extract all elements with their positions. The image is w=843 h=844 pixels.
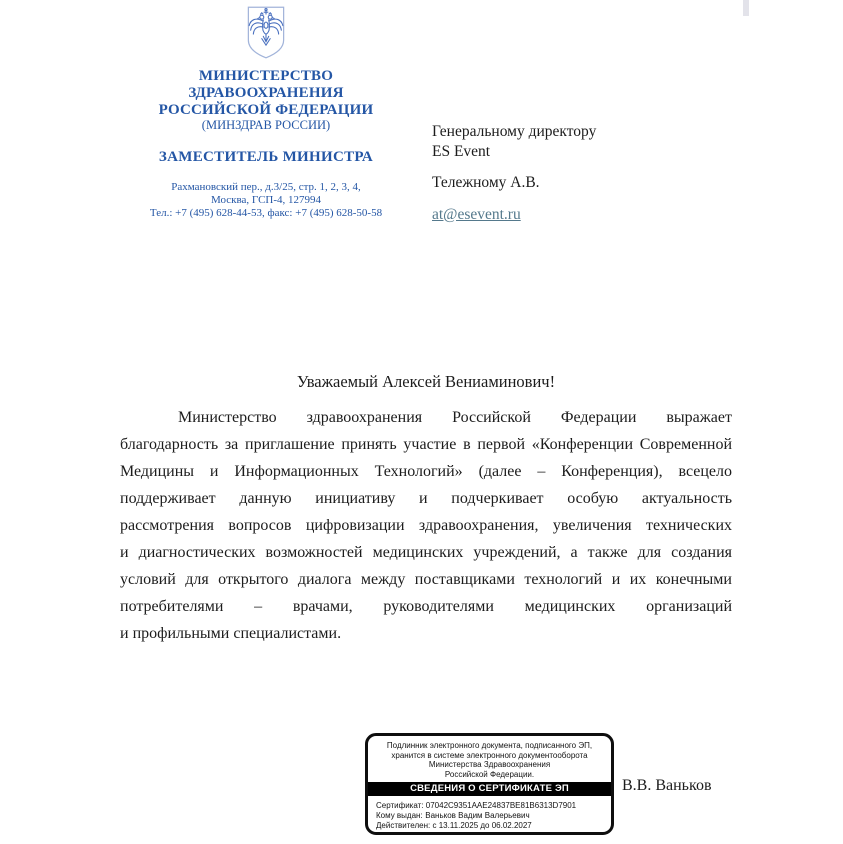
ministry-name-line: РОССИЙСКОЙ ФЕДЕРАЦИИ	[158, 101, 374, 118]
body-line: рассмотрения вопросов цифровизации здравоохранения, увеличения технических	[120, 517, 732, 534]
signer-name: В.В. Ваньков	[622, 777, 712, 794]
stamp-header-line: хранится в системе электронного документооборота	[391, 750, 588, 760]
ministry-name-line: МИНИСТЕРСТВО	[198, 68, 334, 84]
validity-value: с 13.11.2025 до 06.02.2027	[432, 820, 532, 830]
validity-label: Действителен:	[376, 820, 431, 830]
body-line: и диагностических возможностей медицинских учреждений, а также для создания	[120, 544, 732, 561]
stamp-certificate-bar: СВЕДЕНИЯ О СЕРТИФИКАТЕ ЭП	[368, 782, 611, 796]
issued-to-value: Ваньков Вадим Валерьевич	[425, 811, 530, 821]
stamp-certificate-details	[376, 801, 611, 830]
body-line: благодарность за приглашение принять участие в первой «Конференции Современной	[120, 436, 732, 453]
body-line: поддерживает данную инициативу и подчеркивает особую актуальность	[120, 490, 732, 507]
recipient-email-link[interactable]: at@esevent.ru	[432, 205, 521, 223]
issued-to-row	[376, 811, 611, 821]
stamp-header	[368, 741, 611, 779]
address-line: Тел.: +7 (495) 628-44-53, факс: +7 (495) 628-50-58	[149, 206, 383, 219]
salutation: Уважаемый Алексей Вениаминович!	[296, 372, 556, 391]
certificate-value: 07042C9351AAE24837BE81B6313D7901	[425, 801, 577, 811]
address-line: Рахмановский пер., д.3/25, стр. 1, 2, 3, 4,	[171, 181, 361, 194]
recipient-position: Генеральному директору	[432, 123, 597, 140]
body-line: Министерство здравоохранения Российской Федерации выражает	[178, 409, 732, 426]
certificate-number-row	[376, 801, 611, 811]
body-line: потребителями – врачами, руководителями медицинских организаций	[120, 598, 732, 615]
recipient-block	[432, 122, 596, 224]
russia-coat-of-arms-icon	[243, 4, 289, 61]
certificate-label: Сертификат:	[376, 801, 424, 811]
ministry-address	[124, 181, 408, 219]
body-line: Медицины и Информационных Технологий» (далее – Конференция), всецело	[120, 463, 732, 480]
ministry-short-name: (МИНЗДРАВ РОССИИ)	[201, 118, 331, 133]
sender-position-title: ЗАМЕСТИТЕЛЬ МИНИСТРА	[158, 149, 374, 166]
stamp-header-line: Подлинник электронного документа, подписанного ЭП,	[386, 741, 593, 750]
e-signature-stamp	[365, 733, 614, 835]
validity-row	[376, 821, 611, 831]
recipient-name: Тележному А.В.	[432, 174, 540, 191]
scrollbar-thumb[interactable]	[743, 0, 749, 16]
body-line: и профильными специалистами.	[120, 625, 342, 642]
letterhead	[124, 4, 408, 220]
stamp-header-line: Министерства Здравоохранения	[428, 760, 551, 770]
address-line: Москва, ГСП-4, 127994	[210, 194, 322, 207]
body-line: условий для открытого диалога между поставщиками технологий и их конечными	[120, 571, 732, 588]
ministry-name	[124, 68, 408, 118]
ministry-name-line: ЗДРАВООХРАНЕНИЯ	[188, 84, 344, 101]
recipient-company: ES Event	[432, 142, 491, 160]
letter-body	[120, 404, 732, 647]
stamp-header-line: Российской Федерации.	[444, 769, 535, 779]
issued-to-label: Кому выдан:	[376, 811, 423, 821]
